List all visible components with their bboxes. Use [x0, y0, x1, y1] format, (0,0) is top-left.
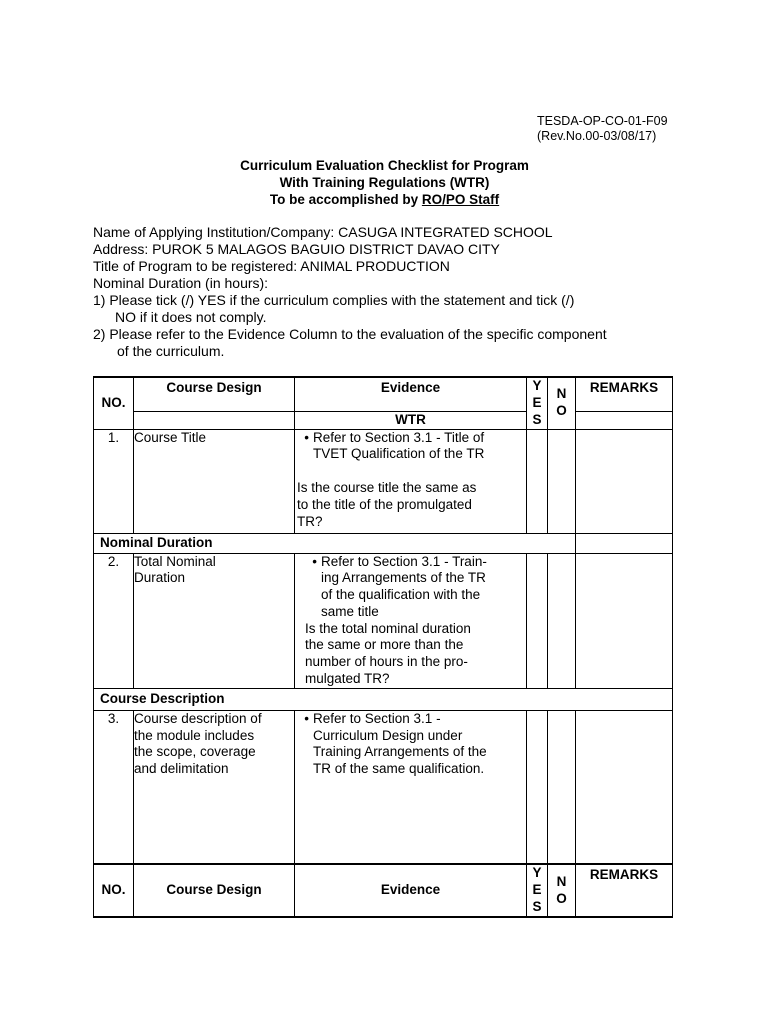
- repeat-header-yes: Y E S: [527, 864, 548, 916]
- table-row: [94, 429, 673, 533]
- header-no: NO.: [94, 377, 134, 429]
- repeat-header-no: NO.: [94, 864, 134, 916]
- title-line-3: [93, 191, 676, 208]
- header-remarks-sub: [576, 411, 673, 429]
- header-no-col: N O: [548, 377, 576, 429]
- evidence-cell: • Refer to Section 3.1 - Train- ing Arrangements of the TR of the qualification with the same title Is the total nominal duration the same or more than the number of hours in the pro- mulgated TR?: [295, 553, 527, 688]
- program-line: Title of Program to be registered: ANIMAL PRODUCTION: [93, 258, 450, 274]
- remarks-cell[interactable]: [576, 710, 673, 864]
- duration-line: Nominal Duration (in hours):: [93, 275, 269, 291]
- evidence-cell: • Refer to Section 3.1 - Title of TVET Qualification of the TR Is the course title the same as to the title of the promulgated TR?: [295, 429, 527, 533]
- address-line: Address: PUROK 5 MALAGOS BAGUIO DISTRICT DAVAO CITY: [93, 241, 500, 257]
- revision-number: (Rev.No.00-03/08/17): [537, 129, 657, 143]
- header-course-design: Course Design: [134, 377, 295, 411]
- section-remarks-cell: [576, 533, 673, 553]
- row-number: 1.: [94, 429, 134, 533]
- table-row: [94, 710, 673, 864]
- instruction-2: 2) Please refer to the Evidence Column to the evaluation of the specific component: [93, 326, 607, 342]
- program-info: [93, 224, 693, 360]
- title-staff: RO/PO Staff: [421, 192, 500, 207]
- header-remarks: REMARKS: [576, 377, 673, 411]
- title-line-1: Curriculum Evaluation Checklist for Program: [240, 158, 529, 173]
- header-course-design-sub: [134, 411, 295, 429]
- course-design-cell: Total Nominal Duration: [134, 553, 295, 688]
- yes-checkbox-cell[interactable]: [527, 553, 548, 688]
- no-checkbox-cell[interactable]: [548, 710, 576, 864]
- remarks-cell[interactable]: [576, 429, 673, 533]
- institution-line: Name of Applying Institution/Company: CASUGA INTEGRATED SCHOOL: [93, 224, 553, 240]
- title-line-2: With Training Regulations (WTR): [279, 175, 490, 190]
- document-title: [93, 157, 676, 208]
- evidence-cell: • Refer to Section 3.1 - Curriculum Design under Training Arrangements of the TR of the same qualification.: [295, 710, 527, 864]
- row-number: 3.: [94, 710, 134, 864]
- header-yes: Y E S: [527, 377, 548, 429]
- form-code: TESDA-OP-CO-01-F09: [537, 114, 668, 128]
- header-evidence: Evidence: [295, 377, 527, 411]
- course-design-cell: Course Title: [134, 429, 295, 533]
- yes-checkbox-cell[interactable]: [527, 429, 548, 533]
- checklist-table: [93, 376, 673, 918]
- repeat-header-course-design: Course Design: [134, 864, 295, 916]
- repeat-header-row: [94, 864, 673, 916]
- repeat-header-evidence: Evidence: [295, 864, 527, 916]
- instruction-1: 1) Please tick (/) YES if the curriculum complies with the statement and tick (/): [93, 292, 575, 308]
- document-reference: [537, 114, 668, 144]
- no-checkbox-cell[interactable]: [548, 429, 576, 533]
- section-nominal-duration: Nominal Duration: [94, 533, 576, 553]
- yes-checkbox-cell[interactable]: [527, 710, 548, 864]
- instruction-2-cont: of the curriculum.: [117, 343, 225, 359]
- header-wtr: WTR: [295, 411, 527, 429]
- no-checkbox-cell[interactable]: [548, 553, 576, 688]
- table-row: [94, 553, 673, 688]
- course-design-cell: Course description of the module includes the scope, coverage and delimitation: [134, 710, 295, 864]
- repeat-header-remarks: REMARKS: [576, 864, 673, 916]
- title-prefix: To be accomplished by: [269, 192, 422, 207]
- remarks-cell[interactable]: [576, 553, 673, 688]
- row-number: 2.: [94, 553, 134, 688]
- instruction-1-cont: NO if it does not comply.: [115, 309, 267, 325]
- section-course-description: Course Description: [94, 688, 673, 710]
- repeat-header-no-col: N O: [548, 864, 576, 916]
